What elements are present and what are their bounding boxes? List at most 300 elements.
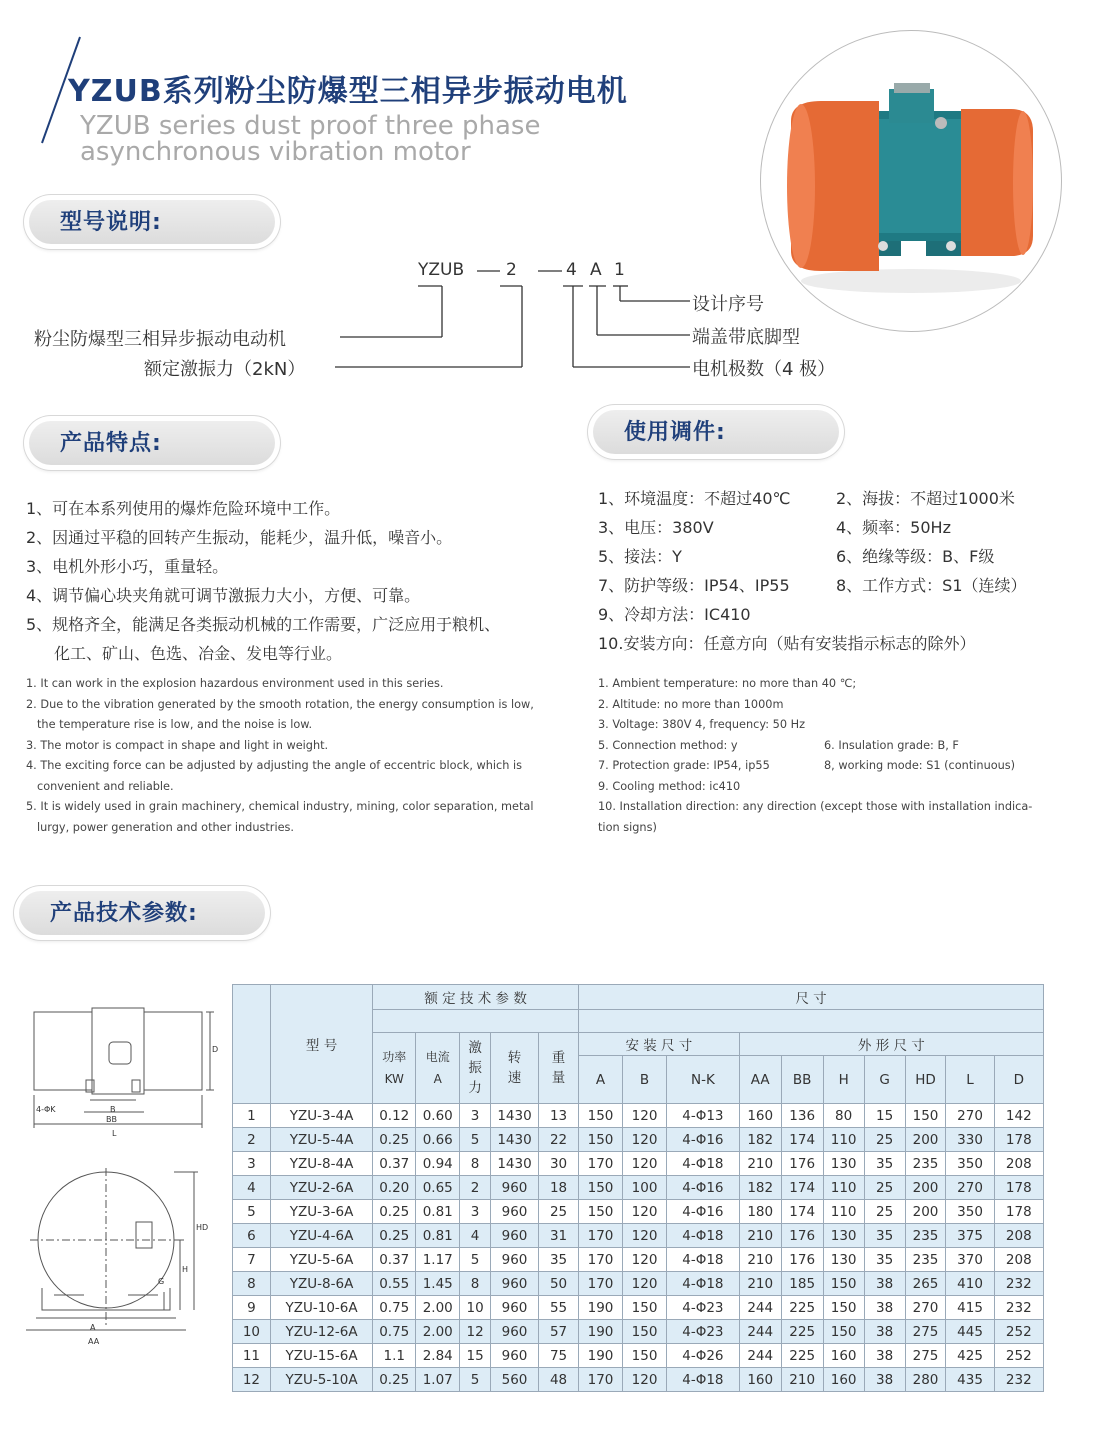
table-cell: 150 (623, 1320, 667, 1344)
table-cell: 50 (539, 1272, 579, 1296)
table-cell: 110 (823, 1128, 864, 1152)
table-cell: 174 (781, 1176, 823, 1200)
condition-item: 10.安装方向：任意方向（贴有安装指示标志的除外） (598, 634, 976, 653)
table-cell: 0.75 (373, 1320, 416, 1344)
condition-item: 2、海拔：不超过1000米 (836, 489, 1015, 508)
table-cell: 31 (539, 1224, 579, 1248)
header-col-g: G (864, 1056, 905, 1104)
table-cell: 235 (905, 1248, 946, 1272)
table-cell: 235 (905, 1152, 946, 1176)
table-cell: 9 (233, 1296, 271, 1320)
table-cell: 15 (864, 1104, 905, 1128)
table-cell: 350 (946, 1200, 994, 1224)
table-cell: 176 (781, 1152, 823, 1176)
table-cell: 35 (864, 1224, 905, 1248)
table-cell: 150 (823, 1296, 864, 1320)
table-cell: 1430 (490, 1128, 538, 1152)
table-cell: 178 (994, 1128, 1043, 1152)
table-row (233, 1368, 1044, 1392)
table-cell: 136 (781, 1104, 823, 1128)
features-cn-list (26, 494, 500, 668)
table-cell: 0.25 (373, 1368, 416, 1392)
table-cell: 30 (539, 1152, 579, 1176)
label-base-type: 端盖带底脚型 (692, 327, 800, 348)
condition-item: 3、电压：380V (598, 518, 714, 537)
table-cell: 3 (460, 1104, 491, 1128)
table-cell: 270 (905, 1296, 946, 1320)
table-cell: 5 (460, 1248, 491, 1272)
feature-en-item: 2. Due to the vibration generated by the smooth rotation, the energy consumption is low, (26, 697, 534, 711)
header-col-d: D (994, 1056, 1043, 1104)
header-speed: 转 速 (490, 1033, 538, 1104)
header-model: 型 号 (270, 985, 372, 1104)
table-cell: 2.00 (416, 1320, 460, 1344)
model-force: 2 (506, 260, 517, 280)
table-cell: 350 (946, 1152, 994, 1176)
table-cell: 8 (460, 1272, 491, 1296)
table-cell: 208 (994, 1248, 1043, 1272)
label-design-seq: 设计序号 (692, 294, 764, 315)
table-cell: 275 (905, 1344, 946, 1368)
table-cell: 0.60 (416, 1104, 460, 1128)
header-force: 激 振 力 (460, 1033, 491, 1104)
header-install: 安 装 尺 寸 (579, 1033, 740, 1056)
table-cell: YZU-5-10A (270, 1368, 372, 1392)
header-col-nk: N-K (667, 1056, 740, 1104)
dim-label-bb: BB (106, 1115, 117, 1124)
feature-item: 4、调节偏心块夹角就可调节激振力大小，方便、可靠。 (26, 586, 421, 605)
table-cell: YZU-3-6A (270, 1200, 372, 1224)
table-cell: 178 (994, 1200, 1043, 1224)
dim-label-a: A (90, 1323, 96, 1332)
table-cell: 1 (233, 1104, 271, 1128)
table-cell: 235 (905, 1224, 946, 1248)
table-cell: 12 (233, 1368, 271, 1392)
table-cell: 100 (623, 1176, 667, 1200)
condition-item: 7、防护等级：IP54、IP55 (598, 576, 790, 595)
dim-label-aa: AA (88, 1337, 100, 1346)
header-col-bb: BB (781, 1056, 823, 1104)
table-cell: 10 (233, 1320, 271, 1344)
condition-en-item: 6. Insulation grade: B, F (824, 738, 959, 752)
dim-label-hole: 4-ΦK (36, 1105, 56, 1114)
model-prefix: YZUB (418, 260, 465, 280)
table-row (233, 1224, 1044, 1248)
condition-en-item: 9. Cooling method: ic410 (598, 779, 741, 793)
table-row (233, 1248, 1044, 1272)
table-cell: 4-Φ13 (667, 1104, 740, 1128)
table-cell: 410 (946, 1272, 994, 1296)
table-cell: 174 (781, 1200, 823, 1224)
table-cell: 35 (864, 1152, 905, 1176)
table-cell: 960 (490, 1296, 538, 1320)
condition-item: 5、接法：Y (598, 547, 682, 566)
table-cell: 0.37 (373, 1152, 416, 1176)
table-cell: 38 (864, 1344, 905, 1368)
label-rated-force: 额定激振力（2kN） (144, 359, 306, 380)
header-col-hd: HD (905, 1056, 946, 1104)
dim-label-h: H (182, 1265, 189, 1274)
table-cell: 210 (739, 1272, 781, 1296)
header-current: 电流 A (416, 1033, 460, 1104)
feature-item: 5、规格齐全，能满足各类振动机械的工作需要，广泛应用于粮机、 (26, 615, 501, 634)
feature-en-item: 4. The exciting force can be adjusted by adjusting the angle of eccentric block, which is (26, 759, 523, 772)
table-cell: 0.25 (373, 1128, 416, 1152)
table-cell: 232 (994, 1368, 1043, 1392)
header-rated-spacer (373, 1010, 579, 1033)
condition-item: 8、工作方式：S1（连续） (836, 576, 1027, 595)
condition-en-item: 3. Voltage: 380V 4, frequency: 50 Hz (598, 718, 806, 731)
table-cell: 110 (823, 1200, 864, 1224)
table-cell: 4 (460, 1224, 491, 1248)
table-cell: 38 (864, 1296, 905, 1320)
section-conditions: 使用调件: (588, 405, 844, 459)
condition-item: 9、冷却方法：IC410 (598, 605, 751, 624)
table-cell: 185 (781, 1272, 823, 1296)
table-cell: 280 (905, 1368, 946, 1392)
table-cell: 200 (905, 1200, 946, 1224)
section-features: 产品特点: (24, 416, 280, 470)
page-title: YZUB系列粉尘防爆型三相异步振动电机 (68, 74, 628, 109)
table-cell: 48 (539, 1368, 579, 1392)
table-cell: 275 (905, 1320, 946, 1344)
table-cell: 12 (460, 1320, 491, 1344)
table-cell: 142 (994, 1104, 1043, 1128)
table-cell: 330 (946, 1128, 994, 1152)
table-row (233, 1320, 1044, 1344)
table-cell: 178 (994, 1176, 1043, 1200)
dim-label-b: B (110, 1105, 116, 1114)
feature-item: 1、可在本系列使用的爆炸危险环境中工作。 (26, 499, 341, 518)
table-cell: 38 (864, 1320, 905, 1344)
table-cell: 208 (994, 1152, 1043, 1176)
table-cell: 210 (781, 1368, 823, 1392)
conditions-cn-list (598, 484, 1058, 658)
table-cell: 22 (539, 1128, 579, 1152)
condition-item: 4、频率：50Hz (836, 518, 951, 537)
table-cell: 2.00 (416, 1296, 460, 1320)
table-cell: 130 (823, 1248, 864, 1272)
table-cell: 4-Φ16 (667, 1128, 740, 1152)
table-cell: 13 (539, 1104, 579, 1128)
table-cell: 0.55 (373, 1272, 416, 1296)
table-cell: 170 (579, 1224, 623, 1248)
table-cell: 435 (946, 1368, 994, 1392)
table-cell: 176 (781, 1224, 823, 1248)
table-cell: 200 (905, 1176, 946, 1200)
table-cell: 0.66 (416, 1128, 460, 1152)
features-en-list (26, 674, 534, 838)
table-cell: 182 (739, 1128, 781, 1152)
table-cell: 150 (623, 1344, 667, 1368)
table-cell: YZU-2-6A (270, 1176, 372, 1200)
table-cell: 0.25 (373, 1224, 416, 1248)
dim-label-hd: HD (196, 1223, 209, 1232)
table-cell: 5 (460, 1368, 491, 1392)
table-cell: 244 (739, 1296, 781, 1320)
table-cell: 176 (781, 1248, 823, 1272)
page-subtitle: YZUB series dust proof three phase asynchronous vibration motor (80, 111, 541, 167)
table-cell: 3 (460, 1200, 491, 1224)
table-cell: 150 (579, 1128, 623, 1152)
table-cell: 1.1 (373, 1344, 416, 1368)
spec-table (232, 984, 1044, 1392)
table-cell: 232 (994, 1272, 1043, 1296)
conditions-en-list (598, 674, 1058, 838)
feature-en-item: lurgy, power generation and other industries. (37, 820, 295, 834)
table-cell: 4-Φ23 (667, 1320, 740, 1344)
table-cell: 18 (539, 1176, 579, 1200)
table-row (233, 1128, 1044, 1152)
table-cell: 4-Φ18 (667, 1272, 740, 1296)
table-cell: 110 (823, 1176, 864, 1200)
condition-en-item: 8, working mode: S1 (continuous) (824, 759, 1016, 772)
table-cell: 170 (579, 1272, 623, 1296)
table-cell: 210 (739, 1152, 781, 1176)
table-cell: 0.65 (416, 1176, 460, 1200)
table-cell: 4-Φ18 (667, 1152, 740, 1176)
table-cell: 7 (233, 1248, 271, 1272)
table-cell: 1430 (490, 1152, 538, 1176)
table-cell: YZU-10-6A (270, 1296, 372, 1320)
table-cell: 4 (233, 1176, 271, 1200)
table-cell: 960 (490, 1176, 538, 1200)
table-cell: 225 (781, 1320, 823, 1344)
table-cell: 150 (623, 1296, 667, 1320)
section-model-desc: 型号说明: (24, 195, 280, 249)
table-cell: 25 (864, 1128, 905, 1152)
table-cell: 120 (623, 1224, 667, 1248)
table-cell: 6 (233, 1224, 271, 1248)
table-cell: 130 (823, 1224, 864, 1248)
table-cell: 120 (623, 1128, 667, 1152)
table-cell: 160 (823, 1368, 864, 1392)
table-cell: 415 (946, 1296, 994, 1320)
table-cell: 960 (490, 1344, 538, 1368)
header-size-spacer (579, 1010, 1044, 1033)
table-cell: 0.94 (416, 1152, 460, 1176)
table-cell: 150 (823, 1272, 864, 1296)
condition-en-item: 7. Protection grade: IP54, ip55 (598, 759, 770, 772)
table-cell: YZU-4-6A (270, 1224, 372, 1248)
table-cell: 960 (490, 1224, 538, 1248)
header-col-l: L (946, 1056, 994, 1104)
table-row (233, 1296, 1044, 1320)
feature-item: 3、电机外形小巧，重量轻。 (26, 557, 229, 576)
table-cell: 120 (623, 1368, 667, 1392)
label-poles: 电机极数（4 极） (692, 359, 836, 380)
table-cell: 4-Φ18 (667, 1224, 740, 1248)
table-cell: 25 (864, 1176, 905, 1200)
table-cell: 120 (623, 1248, 667, 1272)
feature-en-item: 5. It is widely used in grain machinery, chemical industry, mining, color separation, metal (26, 800, 534, 813)
table-cell: YZU-5-4A (270, 1128, 372, 1152)
table-cell: 120 (623, 1272, 667, 1296)
table-cell: 75 (539, 1344, 579, 1368)
header-col-b: B (623, 1056, 667, 1104)
table-cell: 0.20 (373, 1176, 416, 1200)
table-cell: 80 (823, 1104, 864, 1128)
condition-en-item: 5. Connection method: y (598, 738, 738, 752)
table-cell: 210 (739, 1248, 781, 1272)
table-cell: 1.17 (416, 1248, 460, 1272)
table-cell: 11 (233, 1344, 271, 1368)
table-cell: 25 (864, 1200, 905, 1224)
table-cell: 150 (579, 1200, 623, 1224)
table-cell: 150 (823, 1320, 864, 1344)
model-seq: 1 (614, 260, 625, 280)
table-cell: 150 (905, 1104, 946, 1128)
table-cell: 0.81 (416, 1200, 460, 1224)
table-cell: 8 (233, 1272, 271, 1296)
header-outline: 外 形 尺 寸 (739, 1033, 1043, 1056)
table-cell: 270 (946, 1104, 994, 1128)
table-cell: 4-Φ16 (667, 1176, 740, 1200)
table-cell: 120 (623, 1152, 667, 1176)
dim-label-l: L (112, 1129, 117, 1138)
header-rated: 额 定 技 术 参 数 (373, 985, 579, 1010)
table-cell: 35 (539, 1248, 579, 1272)
table-cell: YZU-8-6A (270, 1272, 372, 1296)
table-row (233, 1200, 1044, 1224)
table-cell: 445 (946, 1320, 994, 1344)
table-cell: 252 (994, 1344, 1043, 1368)
table-cell: 560 (490, 1368, 538, 1392)
table-cell: 0.75 (373, 1296, 416, 1320)
model-poles: 4 (566, 260, 577, 280)
table-cell: 182 (739, 1176, 781, 1200)
table-cell: YZU-3-4A (270, 1104, 372, 1128)
table-cell: 5 (460, 1128, 491, 1152)
table-cell: 0.81 (416, 1224, 460, 1248)
table-cell: 15 (460, 1344, 491, 1368)
table-cell: 425 (946, 1344, 994, 1368)
feature-en-item: 3. The motor is compact in shape and light in weight. (26, 738, 329, 752)
header-index (233, 985, 271, 1104)
table-cell: 160 (823, 1344, 864, 1368)
table-cell: 0.37 (373, 1248, 416, 1272)
table-cell: 225 (781, 1296, 823, 1320)
table-cell: 130 (823, 1152, 864, 1176)
table-cell: 150 (579, 1176, 623, 1200)
table-cell: 1430 (490, 1104, 538, 1128)
table-cell: 180 (739, 1200, 781, 1224)
table-cell: 225 (781, 1344, 823, 1368)
table-cell: 2.84 (416, 1344, 460, 1368)
condition-item: 6、绝缘等级：B、F级 (836, 547, 995, 566)
table-cell: 960 (490, 1272, 538, 1296)
table-cell: 120 (623, 1104, 667, 1128)
table-row (233, 1344, 1044, 1368)
table-cell: 232 (994, 1296, 1043, 1320)
table-cell: 170 (579, 1368, 623, 1392)
table-row (233, 1104, 1044, 1128)
table-cell: 2 (233, 1128, 271, 1152)
header-col-h: H (823, 1056, 864, 1104)
table-cell: 4-Φ18 (667, 1368, 740, 1392)
table-cell: 960 (490, 1248, 538, 1272)
table-cell: 55 (539, 1296, 579, 1320)
table-cell: 170 (579, 1152, 623, 1176)
header-col-aa: AA (739, 1056, 781, 1104)
motor-dimension-drawing (24, 1000, 229, 1360)
table-cell: 252 (994, 1320, 1043, 1344)
table-cell: 3 (233, 1152, 271, 1176)
table-cell: 25 (539, 1200, 579, 1224)
table-cell: 0.12 (373, 1104, 416, 1128)
condition-en-item: 10. Installation direction: any direction (except those with installation indica- (598, 800, 1033, 813)
table-cell: YZU-12-6A (270, 1320, 372, 1344)
feature-item: 化工、矿山、色选、冶金、发电等行业。 (54, 644, 343, 663)
table-cell: 4-Φ18 (667, 1248, 740, 1272)
table-cell: 2 (460, 1176, 491, 1200)
table-row (233, 1152, 1044, 1176)
feature-en-item: the temperature rise is low, and the noise is low. (37, 718, 313, 731)
table-cell: 35 (864, 1248, 905, 1272)
condition-en-item: 2. Altitude: no more than 1000m (598, 697, 784, 711)
table-cell: 57 (539, 1320, 579, 1344)
table-cell: 1.07 (416, 1368, 460, 1392)
table-cell: 375 (946, 1224, 994, 1248)
section-params: 产品技术参数: (14, 886, 270, 940)
label-motor-type: 粉尘防爆型三相异步振动电动机 (34, 329, 286, 350)
table-cell: 190 (579, 1344, 623, 1368)
header-power: 功率 KW (373, 1033, 416, 1104)
table-cell: 5 (233, 1200, 271, 1224)
table-cell: YZU-5-6A (270, 1248, 372, 1272)
condition-en-item: tion signs) (598, 820, 657, 834)
feature-en-item: convenient and reliable. (37, 779, 174, 793)
condition-en-item: 1. Ambient temperature: no more than 40 ℃; (598, 677, 857, 690)
table-cell: 170 (579, 1248, 623, 1272)
table-row (233, 1272, 1044, 1296)
table-cell: 38 (864, 1272, 905, 1296)
table-cell: 190 (579, 1320, 623, 1344)
table-cell: 38 (864, 1368, 905, 1392)
table-cell: 4-Φ26 (667, 1344, 740, 1368)
table-cell: 190 (579, 1296, 623, 1320)
table-cell: 120 (623, 1200, 667, 1224)
table-cell: 265 (905, 1272, 946, 1296)
table-cell: 208 (994, 1224, 1043, 1248)
table-cell: 160 (739, 1368, 781, 1392)
condition-item: 1、环境温度：不超过40℃ (598, 489, 791, 508)
table-cell: 200 (905, 1128, 946, 1152)
header-size: 尺 寸 (579, 985, 1044, 1010)
table-cell: YZU-8-4A (270, 1152, 372, 1176)
feature-en-item: 1. It can work in the explosion hazardous environment used in this series. (26, 677, 444, 690)
table-cell: 4-Φ23 (667, 1296, 740, 1320)
feature-item: 2、因通过平稳的回转产生振动，能耗少，温升低，噪音小。 (26, 528, 453, 547)
header-weight: 重 量 (539, 1033, 579, 1104)
dim-label-d: D (212, 1045, 219, 1054)
dim-label-g: G (158, 1277, 165, 1286)
table-cell: 960 (490, 1320, 538, 1344)
table-cell: 244 (739, 1320, 781, 1344)
table-cell: YZU-15-6A (270, 1344, 372, 1368)
table-cell: 370 (946, 1248, 994, 1272)
table-cell: 174 (781, 1128, 823, 1152)
table-cell: 10 (460, 1296, 491, 1320)
table-cell: 1.45 (416, 1272, 460, 1296)
table-cell: 960 (490, 1200, 538, 1224)
table-cell: 4-Φ16 (667, 1200, 740, 1224)
table-cell: 210 (739, 1224, 781, 1248)
table-cell: 160 (739, 1104, 781, 1128)
table-cell: 150 (579, 1104, 623, 1128)
model-base: A (590, 260, 602, 280)
table-cell: 270 (946, 1176, 994, 1200)
